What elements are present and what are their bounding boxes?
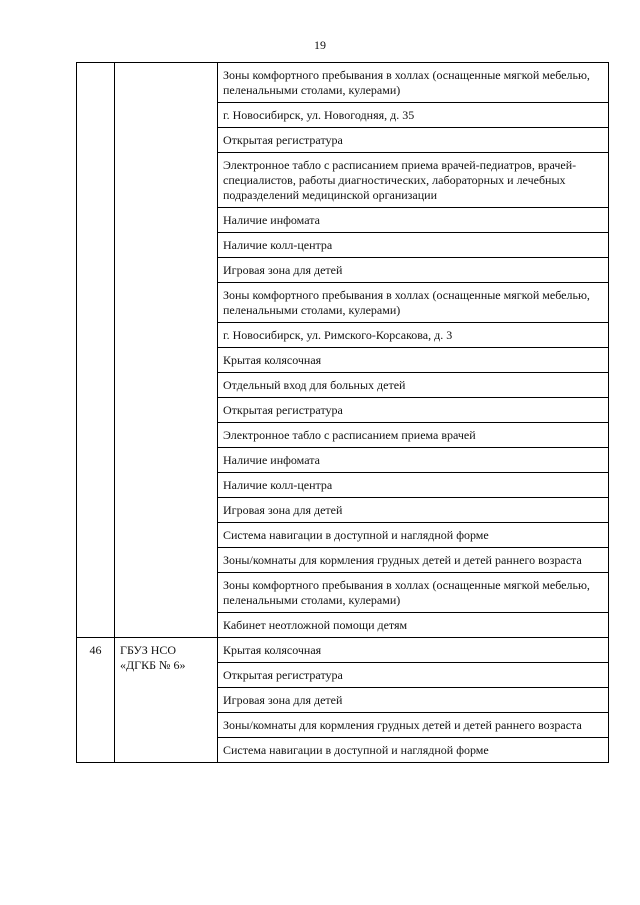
facility-cell: Крытая колясочная (218, 638, 609, 663)
facility-cell: Открытая регистратура (218, 663, 609, 688)
facility-cell: Зоны комфортного пребывания в холлах (оснащенные мягкой мебелью, пеленальными столами, кулерами) (218, 573, 609, 613)
facility-cell: Зоны комфортного пребывания в холлах (оснащенные мягкой мебелью, пеленальными столами, кулерами) (218, 63, 609, 103)
table-row (77, 638, 609, 663)
facility-cell: Наличие инфомата (218, 208, 609, 233)
facility-cell: Кабинет неотложной помощи детям (218, 613, 609, 638)
organization-name: ГБУЗ НСО «ДГКБ № 6» (115, 638, 218, 763)
facility-cell: Наличие колл-центра (218, 473, 609, 498)
facility-cell: Крытая колясочная (218, 348, 609, 373)
facility-cell: Зоны/комнаты для кормления грудных детей и детей раннего возраста (218, 713, 609, 738)
entry-number: 46 (77, 638, 115, 763)
facility-cell: Зоны/комнаты для кормления грудных детей и детей раннего возраста (218, 548, 609, 573)
facility-cell: Открытая регистратура (218, 128, 609, 153)
facilities-table (76, 62, 609, 763)
facility-cell: Электронное табло с расписанием приема врачей-педиатров, врачей-специалистов, работы диагностических, лабораторных и лечебных подразделений медицинской организации (218, 153, 609, 208)
number-cell-empty (77, 63, 115, 638)
facility-cell: Зоны комфортного пребывания в холлах (оснащенные мягкой мебелью, пеленальными столами, кулерами) (218, 283, 609, 323)
facility-cell: Открытая регистратура (218, 398, 609, 423)
facility-cell: Электронное табло с расписанием приема врачей (218, 423, 609, 448)
facility-cell: Игровая зона для детей (218, 688, 609, 713)
facility-cell: Игровая зона для детей (218, 498, 609, 523)
facility-cell: Отдельный вход для больных детей (218, 373, 609, 398)
facility-cell: Наличие инфомата (218, 448, 609, 473)
facility-cell: г. Новосибирск, ул. Новогодняя, д. 35 (218, 103, 609, 128)
facility-cell: Наличие колл-центра (218, 233, 609, 258)
table-row (77, 63, 609, 103)
page-number: 19 (314, 38, 326, 52)
facility-cell: Система навигации в доступной и наглядной форме (218, 523, 609, 548)
facility-cell: Система навигации в доступной и наглядной форме (218, 738, 609, 763)
facility-cell: Игровая зона для детей (218, 258, 609, 283)
organization-cell-empty (115, 63, 218, 638)
facility-cell: г. Новосибирск, ул. Римского-Корсакова, д. 3 (218, 323, 609, 348)
